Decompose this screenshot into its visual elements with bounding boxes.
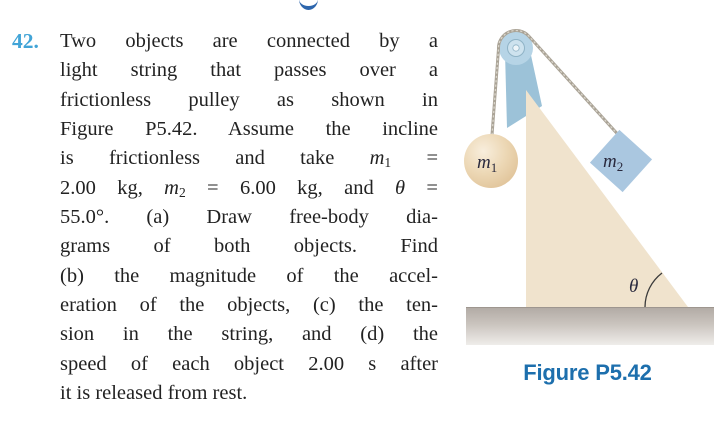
text-run: θ (395, 176, 406, 199)
text-run: Figure P5.42. Assume the incline (60, 118, 438, 141)
text-line (60, 291, 438, 320)
text-line (60, 350, 438, 379)
text-run: 1 (384, 155, 392, 171)
m1-label: $m_1$ (477, 152, 498, 175)
text-run: (b) the magnitude of the accel- (60, 264, 438, 287)
text-run: m (369, 147, 385, 170)
text-run: is frictionless and take (60, 147, 370, 170)
text-line (60, 174, 438, 203)
text-line (60, 115, 438, 144)
text-line (60, 320, 438, 349)
text-run: frictionless pulley as shown in (60, 88, 438, 111)
incline-pulley-diagram (455, 0, 720, 352)
text-line (60, 144, 438, 173)
figure-caption: Figure P5.42 (523, 360, 652, 385)
problem-text (60, 27, 438, 408)
pulley-hub-icon (513, 45, 519, 51)
text-line (60, 56, 438, 85)
text-run: = (405, 176, 438, 199)
m2-label: $m_2$ (603, 151, 624, 174)
text-line (60, 27, 438, 56)
text-line (60, 262, 438, 291)
text-line (60, 379, 438, 408)
text-run: = (391, 147, 439, 170)
text-run: grams of both objects. Find (60, 235, 438, 258)
ground (466, 307, 714, 345)
text-run: sion in the string, and (d) the (60, 323, 438, 346)
text-run: 55.0°. (a) Draw free-body dia- (60, 206, 438, 229)
text-run: 2 (178, 184, 186, 200)
text-line (60, 203, 438, 232)
theta-label: θ (629, 276, 639, 297)
text-run: 2.00 kg, (60, 176, 165, 199)
problem-statement (10, 27, 438, 408)
text-line (60, 86, 438, 115)
cropped-heading-fragment (299, 0, 318, 10)
text-run: = 6.00 kg, and (185, 176, 396, 199)
text-run: eration of the objects, (c) the ten- (60, 294, 438, 317)
text-run: m (164, 176, 179, 199)
figure-p542 (455, 0, 720, 352)
problem-number: 42. (12, 29, 39, 53)
text-run: speed of each object 2.00 s after (60, 352, 438, 375)
text-run: light string that passes over a (60, 59, 438, 82)
text-run: it is released from rest. (60, 382, 248, 405)
text-run: Two objects are connected by a (60, 30, 438, 52)
text-line (60, 232, 438, 261)
